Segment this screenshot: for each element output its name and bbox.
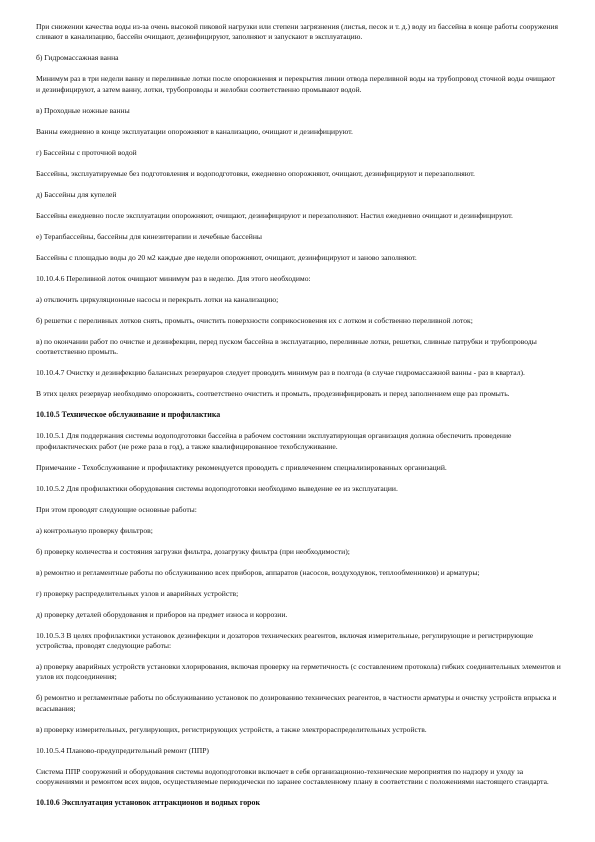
paragraph: 10.10.5.1 Для поддержания системы водоподготовки бассейна в рабочем состоянии эксплуатирующая организация должна обеспечить проведение профилактических работ (не реже раза в год), а также квалифицированное техобслуживание. bbox=[36, 431, 512, 451]
paragraph: б) проверку количества и состояния загрузки фильтра, дозагрузку фильтра (при необходимости); bbox=[36, 546, 350, 556]
paragraph: а) проверку аварийных устройств установки хлорирования, включая проверку на герметичность (с составлением протокола) гибких соединительных элементов и узлов их подсоединения; bbox=[36, 662, 561, 682]
paragraph: Бассейны, эксплуатируемые без подготовления и водоподготовки, ежедневно опорожняют, очищают, дезинфицируют и перезаполняют. bbox=[36, 168, 475, 178]
paragraph: 10.10.5.3 В целях профилактики установок дезинфекции и дозаторов технических реагентов, включая измерительные, регулирующие и регистрирующие устройства, проводят следующие работы: bbox=[36, 630, 534, 651]
paragraph: г) Бассейны с проточной водой bbox=[36, 147, 137, 157]
paragraph: Ванны ежедневно в конце эксплуатации опорожняют в канализацию, очищают и дезинфицируют. bbox=[36, 126, 353, 136]
section-heading: 10.10.6 Эксплуатация установок аттракционов и водных горок bbox=[36, 798, 261, 808]
paragraph: б) ремонтно и регламентные работы по обслуживанию установок по дозированию технических реагентов, в частности арматуры и очистку устройств впрыска и всасывания; bbox=[36, 693, 557, 713]
paragraph: а) отключить циркуляционные насосы и перекрыть лотки на канализацию; bbox=[36, 294, 279, 304]
paragraph: а) контрольную проверку фильтров; bbox=[36, 525, 153, 535]
paragraph: е) Терапбассейны, бассейны для кинезитерапии и лечебные бассейны bbox=[36, 231, 263, 241]
paragraph: Бассейны ежедневно после эксплуатации опорожняют, очищают, дезинфицируют и перезаполняют. Настил ежедневно очищают и дезинфицируют. bbox=[36, 210, 513, 220]
paragraph: г) проверку распределительных узлов и аварийных устройств; bbox=[36, 588, 239, 598]
paragraph: в) ремонтно и регламентные работы по обслуживанию всех приборов, аппаратов (насосов, воздуходувок, теплообменников) и арматуры; bbox=[36, 567, 480, 577]
section-heading: 10.10.5 Техническое обслуживание и профилактика bbox=[36, 410, 221, 420]
paragraph: д) Бассейны для купелей bbox=[36, 189, 117, 199]
paragraph: Бассейны с площадью воды до 20 м2 каждые две недели опорожняют, очищают, дезинфицируют и заново заполняют. bbox=[36, 252, 417, 262]
paragraph: Минимум раз в три недели ванну и переливные лотки после опорожнения и перекрытия линии отвода переливной воды на трубопровод сточной воды очищают и дезинфицируют, а затем ванну, лотки, трубопроводы и желобки соответственно промывают водой. bbox=[36, 74, 556, 94]
paragraph: в) проверку измерительных, регулирующих, регистрирующих устройств, а также электрораспределительных устройств. bbox=[36, 724, 427, 734]
paragraph: При снижении качества воды из-за очень высокой пиковой нагрузки или степени загрязнения (листья, песок и т. д.) воду из бассейна в конце работы сооружения сливают в канализацию, бассейн очищают, дезинфицируют, заполняют и запускают в эксплуатацию. bbox=[36, 22, 558, 42]
paragraph: Система ППР сооружений и оборудования системы водоподготовки включает в себя организационно-технические мероприятия по надзору и уходу за сооружениями и ремонтом всех видов, осуществляемые периодически по заранее составленному плану в соответствии с положениями настоящего стандарта. bbox=[36, 766, 549, 787]
paragraph: б) Гидромассажная ванна bbox=[36, 53, 119, 63]
paragraph: Примечание - Техобслуживание и профилактику рекомендуется проводить с привлечением специализированных организаций. bbox=[36, 462, 447, 472]
paragraph: 10.10.5.2 Для профилактики оборудования системы водоподготовки необходимо выведение ее из эксплуатации. bbox=[36, 483, 398, 493]
paragraph: В этих целях резервуар необходимо опорожнить, соответствено очистить и промыть, продезинфицировать и перед заполнением еще раз промыть. bbox=[36, 389, 510, 399]
paragraph: 10.10.4.6 Переливной лоток очищают минимум раз в неделю. Для этого необходимо: bbox=[36, 273, 311, 283]
paragraph: 10.10.4.7 Очистку и дезинфекцию балансных резервуаров следует проводить минимум раз в полгода (в случае гидромассажной ванны - раз в квартал). bbox=[36, 368, 525, 378]
paragraph: в) Проходные ножные ванны bbox=[36, 105, 130, 115]
paragraph: При этом проводят следующие основные работы: bbox=[36, 504, 197, 514]
paragraph: д) проверку деталей оборудования и приборов на предмет износа и коррозии. bbox=[36, 609, 288, 619]
paragraph: б) решетки с переливных лотков снять, промыть, очистить поверхности соприкосновения их с лотком и собственно переливной лоток; bbox=[36, 315, 473, 325]
paragraph: 10.10.5.4 Планово-предупредительный ремонт (ППР) bbox=[36, 745, 209, 755]
paragraph: в) по окончании работ по очистке и дезинфекции, перед пуском бассейна в эксплуатацию, переливные лотки, решетки, сливные патрубки и трубопроводы соответственно промыть. bbox=[36, 336, 537, 357]
